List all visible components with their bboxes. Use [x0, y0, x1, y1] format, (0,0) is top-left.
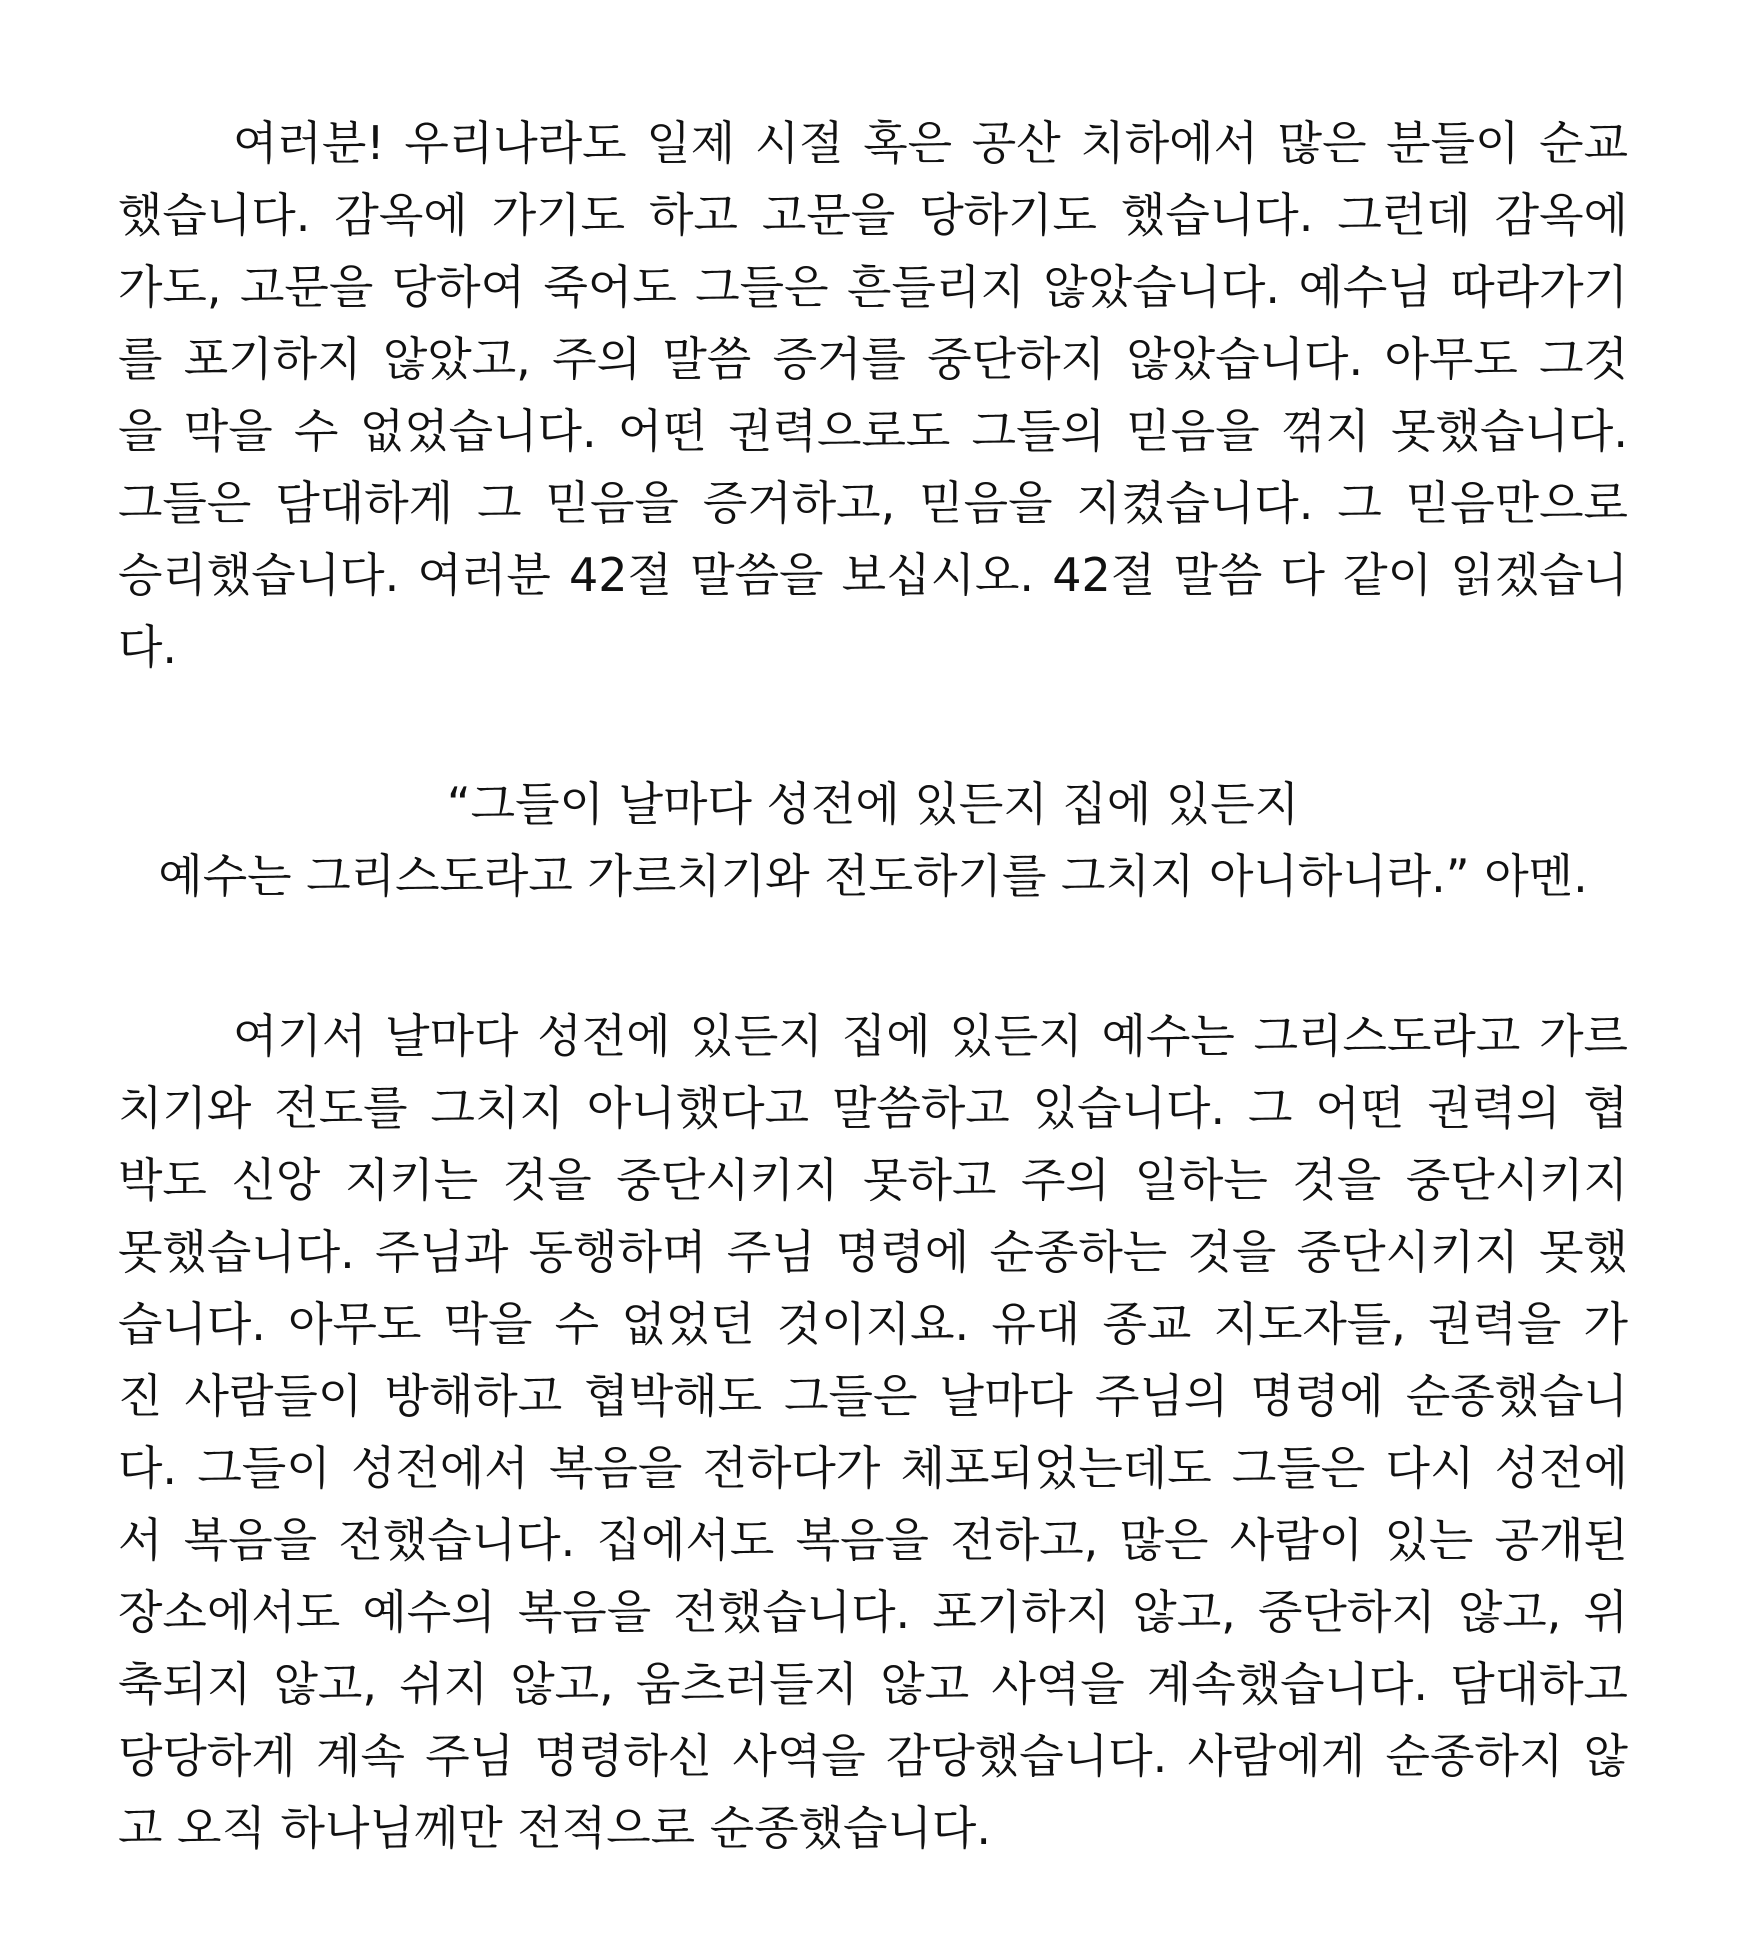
text-line: 그들은 담대하게 그 믿음을 증거하고, 믿음을 지켰습니다. 그 믿음만으로: [118, 476, 1628, 530]
quote-line: 예수는 그리스도라고 가르치기와 전도하기를 그치지 아니하니라.” 아멘.: [158, 849, 1588, 903]
text-line: 가도, 고문을 당하여 죽어도 그들은 흔들리지 않았습니다. 예수님 따라가기: [118, 260, 1628, 314]
text-line: 했습니다. 감옥에 가기도 하고 고문을 당하기도 했습니다. 그런데 감옥에: [118, 188, 1628, 242]
quote-line: “그들이 날마다 성전에 있든지 집에 있든지: [446, 777, 1300, 831]
text-line: 을 막을 수 없었습니다. 어떤 권력으로도 그들의 믿음을 꺾지 못했습니다.: [118, 404, 1628, 458]
paragraph-martyrdom: [118, 107, 1628, 683]
text-line: 여러분! 우리나라도 일제 시절 혹은 공산 치하에서 많은 분들이 순교: [233, 116, 1628, 170]
text-line: 승리했습니다. 여러분 42절 말씀을 보십시오. 42절 말씀 다 같이 읽겠습니: [118, 548, 1628, 602]
text-line: 고 오직 하나님께만 전적으로 순종했습니다.: [118, 1801, 991, 1855]
text-line: 다. 그들이 성전에서 복음을 전하다가 체포되었는데도 그들은 다시 성전에: [118, 1441, 1628, 1495]
text-line: 당당하게 계속 주님 명령하신 사역을 감당했습니다. 사람에게 순종하지 않: [118, 1729, 1628, 1783]
text-line: 못했습니다. 주님과 동행하며 주님 명령에 순종하는 것을 중단시키지 못했: [118, 1225, 1628, 1279]
text-line: 박도 신앙 지키는 것을 중단시키지 못하고 주의 일하는 것을 중단시키지: [118, 1153, 1628, 1207]
text-line: 서 복음을 전했습니다. 집에서도 복음을 전하고, 많은 사람이 있는 공개된: [118, 1513, 1628, 1567]
scripture-quote: [0, 768, 1746, 912]
text-line: 를 포기하지 않았고, 주의 말씀 증거를 중단하지 않았습니다. 아무도 그것: [118, 332, 1628, 386]
text-line: 치기와 전도를 그치지 아니했다고 말씀하고 있습니다. 그 어떤 권력의 협: [118, 1081, 1628, 1135]
text-line: 습니다. 아무도 막을 수 없었던 것이지요. 유대 종교 지도자들, 권력을 가: [118, 1297, 1628, 1351]
paragraph-commentary: [118, 1000, 1628, 1864]
text-line: 장소에서도 예수의 복음을 전했습니다. 포기하지 않고, 중단하지 않고, 위: [118, 1585, 1628, 1639]
text-line: 축되지 않고, 쉬지 않고, 움츠러들지 않고 사역을 계속했습니다. 담대하고: [118, 1657, 1628, 1711]
text-line: 다.: [118, 620, 178, 674]
text-line: 진 사람들이 방해하고 협박해도 그들은 날마다 주님의 명령에 순종했습니: [118, 1369, 1628, 1423]
text-line: 여기서 날마다 성전에 있든지 집에 있든지 예수는 그리스도라고 가르: [233, 1009, 1628, 1063]
